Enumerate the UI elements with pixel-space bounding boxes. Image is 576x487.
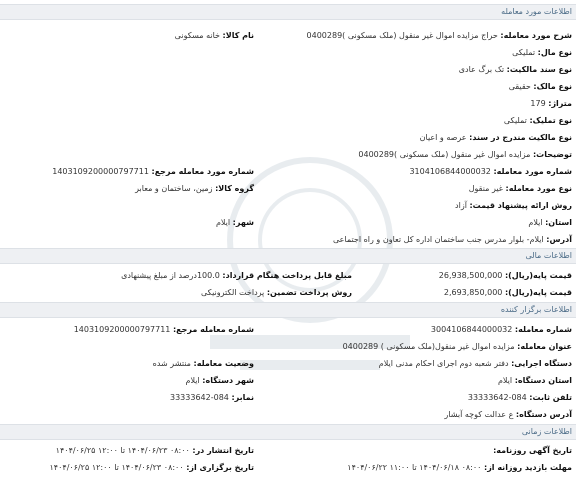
- row-possession-type: [4, 113, 572, 129]
- notes-value: مزایده اموال غیر منقول (ملک مسکونی )0400289: [358, 150, 531, 159]
- row-org-title: [4, 339, 572, 355]
- province-label: استان:: [545, 218, 572, 227]
- row-executor: [4, 356, 572, 372]
- item-name-value: خانه مسکونی: [174, 31, 220, 40]
- row-deed-ownership: [4, 130, 572, 146]
- description-label: شرح مورد معامله:: [500, 31, 572, 40]
- section-header-financial: اطلاعات مالی: [0, 248, 576, 264]
- property-type-value: تملیکی: [512, 48, 536, 57]
- fax-label: نمابر:: [231, 393, 254, 402]
- org-deal-number-value: 3004106844000032: [430, 325, 513, 334]
- row-location: [4, 215, 572, 231]
- guarantee-method-label: روش پرداخت تضمین:: [266, 288, 352, 297]
- org-deal-number-label: شماره معامله:: [514, 325, 572, 334]
- row-ad-publish: [4, 443, 572, 459]
- address-value: ایلام- بلوار مدرس جنب ساختمان اداره کل تعاون و راه اجتماعی: [332, 235, 544, 244]
- executor-label: دستگاه اجرایی:: [511, 359, 572, 368]
- org-ref-number-label: شماره معامله مرجع:: [172, 325, 254, 334]
- notes-label: توضیحات:: [532, 150, 572, 159]
- deed-type-label: نوع سند مالکیت:: [506, 65, 572, 74]
- deed-type-value: تک برگ عادی: [458, 65, 505, 74]
- row-description: [4, 28, 572, 44]
- property-type-label: نوع مال:: [537, 48, 572, 57]
- base-price-value: 26,938,500,000: [438, 271, 503, 280]
- contract-payment-label: مبلغ قابل پرداخت هنگام قرارداد:: [222, 271, 352, 280]
- row-visit-hold: [4, 460, 572, 476]
- address-label: آدرس:: [546, 235, 572, 244]
- status-label: وضعیت معامله:: [193, 359, 254, 368]
- fax-value: 084-33333642: [170, 393, 229, 402]
- row-notes: [4, 147, 572, 163]
- base-price2-label: قیمت پایه(ریال):: [504, 288, 572, 297]
- org-city-value: ایلام: [185, 376, 200, 385]
- city-label: شهر:: [232, 218, 254, 227]
- row-org-deal-number: [4, 322, 572, 338]
- row-base-price: [4, 268, 572, 284]
- publish-date-value: ۰۸:۰۰ ۱۴۰۴/۰۶/۲۳ تا ۱۲:۰۰ ۱۴۰۴/۰۶/۲۵: [55, 446, 190, 455]
- row-address: [4, 232, 572, 248]
- phone-value: 084-33333642: [467, 393, 527, 402]
- possession-type-value: تملیکی: [503, 116, 527, 125]
- row-bid-method: [4, 198, 572, 214]
- row-deal-type: [4, 181, 572, 197]
- org-title-value: مزایده اموال غیر منقول(ملک مسکونی ) 0400289: [342, 342, 515, 351]
- area-value: 179: [530, 99, 546, 108]
- deal-number-value: 3104106844000032: [409, 167, 491, 176]
- area-label: متراژ:: [548, 99, 572, 108]
- hold-date-label: تاریخ برگزاری از:: [186, 463, 254, 472]
- row-deed-type: [4, 62, 572, 78]
- deal-type-label: نوع مورد معامله:: [505, 184, 572, 193]
- bid-method-label: روش ارائه پیشنهاد قیمت:: [469, 201, 572, 210]
- row-org-location: [4, 373, 572, 389]
- description-value: حراج مزایده اموال غیر منقول (ملک مسکونی )0400289: [306, 31, 498, 40]
- status-value: منتشر شده: [152, 359, 191, 368]
- row-ownership-type: [4, 79, 572, 95]
- ref-number-label: شماره مورد معامله مرجع:: [151, 167, 254, 176]
- row-base-price-2: [4, 285, 572, 301]
- item-name-label: نام کالا:: [222, 31, 254, 40]
- province-value: ایلام: [528, 218, 543, 227]
- deed-ownership-value: عرصه و اعیان: [419, 133, 467, 142]
- row-contact: [4, 390, 572, 406]
- base-price2-value: 2,693,850,000: [443, 288, 503, 297]
- deal-type-value: غیر منقول: [468, 184, 503, 193]
- possession-type-label: نوع تملیک:: [529, 116, 572, 125]
- org-address-value: ع عدالت کوچه آبشار: [444, 410, 514, 419]
- org-ref-number-value: 1403109200000797711: [73, 325, 171, 334]
- bid-method-value: آزاد: [455, 201, 467, 210]
- executor-value: دفتر شعبه دوم اجرای احکام مدنی ایلام: [378, 359, 509, 368]
- daily-visit-value: ۰۸:۰۰ ۱۴۰۴/۰۶/۱۸ تا ۱۱:۰۰ ۱۴۰۴/۰۶/۲۲: [347, 463, 482, 472]
- row-property-type: [4, 45, 572, 61]
- org-title-label: عنوان معامله:: [517, 342, 572, 351]
- row-org-address: [4, 407, 572, 423]
- guarantee-method-value: پرداخت الکترونیکی: [201, 288, 265, 297]
- section-header-organizer: اطلاعات برگزار کننده: [0, 302, 576, 318]
- city-value: ایلام: [215, 218, 231, 227]
- ad-date-label: تاریخ آگهی روزنامه:: [493, 446, 572, 455]
- contract-payment-value: 100.0درصد از مبلغ پیشنهادی: [121, 271, 220, 280]
- goods-group-label: گروه کالا:: [215, 184, 254, 193]
- org-address-label: آدرس دستگاه:: [515, 410, 572, 419]
- phone-label: تلفن ثابت:: [529, 393, 572, 402]
- row-area: [4, 96, 572, 112]
- ref-number-value: 1403109200000797711: [52, 167, 149, 176]
- section-header-deal-info: اطلاعات مورد معامله: [0, 4, 576, 20]
- base-price-label: قیمت پایه(ریال):: [504, 271, 572, 280]
- publish-date-label: تاریخ انتشار در:: [192, 446, 254, 455]
- goods-group-value: زمین، ساختمان و معابر: [135, 184, 213, 193]
- section-header-timing: اطلاعات زمانی: [0, 424, 576, 440]
- daily-visit-label: مهلت بازدید روزانه از:: [484, 463, 572, 472]
- ownership-type-label: نوع مالک:: [533, 82, 572, 91]
- deed-ownership-label: نوع مالکیت مندرج در سند:: [469, 133, 572, 142]
- row-deal-number: [4, 164, 572, 180]
- org-province-label: استان دستگاه:: [514, 376, 572, 385]
- org-province-value: ایلام: [497, 376, 513, 385]
- org-city-label: شهر دستگاه:: [202, 376, 254, 385]
- ownership-type-value: حقیقی: [508, 82, 531, 91]
- hold-date-value: ۰۸:۰۰ ۱۴۰۴/۰۶/۲۳ تا ۱۲:۰۰ ۱۴۰۴/۰۶/۲۵: [49, 463, 184, 472]
- deal-number-label: شماره مورد معامله:: [493, 167, 572, 176]
